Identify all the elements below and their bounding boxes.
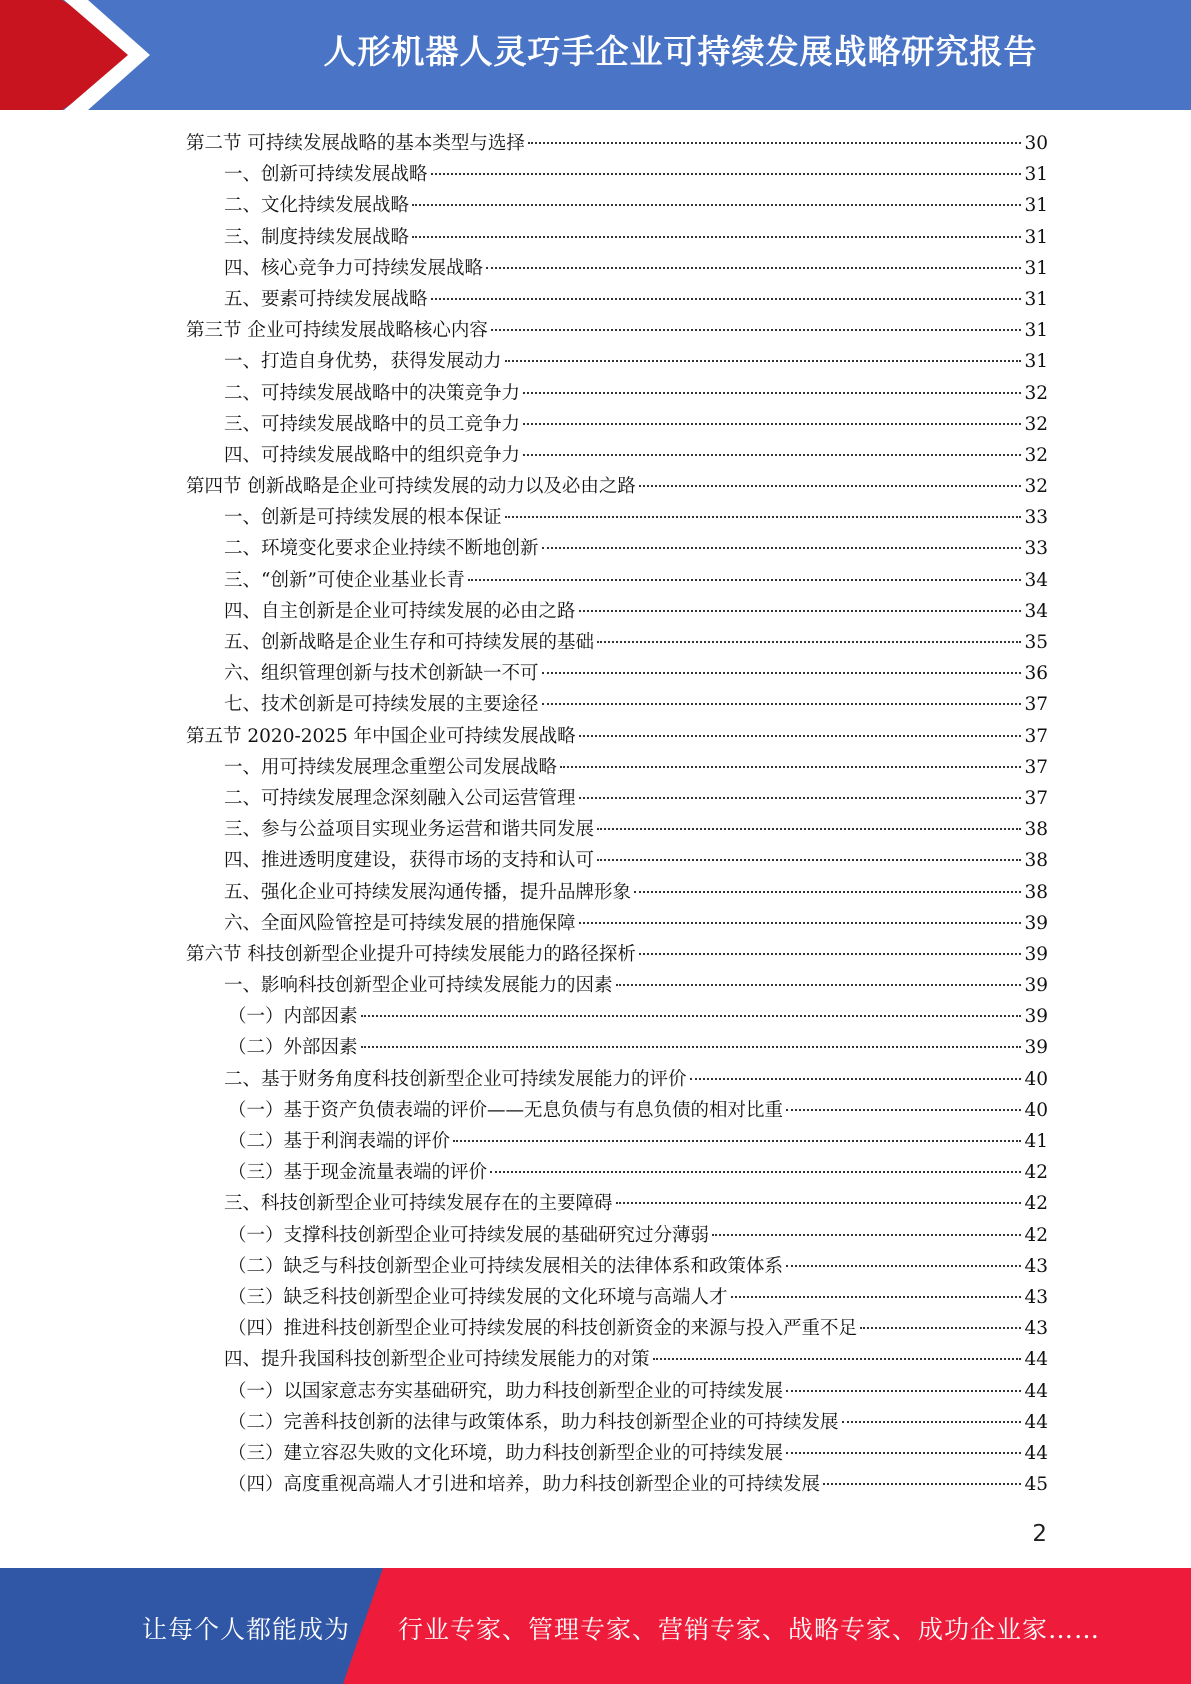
toc-entry[interactable] [186,253,1048,284]
toc-dot-leader [523,423,1021,425]
toc-dot-leader [523,392,1021,394]
toc-entry[interactable] [186,1344,1048,1375]
toc-entry[interactable] [186,190,1048,221]
toc-dot-leader [523,454,1021,456]
report-title: 人形机器人灵巧手企业可持续发展战略研究报告 [323,32,1038,71]
toc-dot-leader [579,797,1022,799]
toc-dot-leader [431,298,1022,300]
toc-entry-page: 39 [1024,912,1048,934]
toc-dot-leader [361,1015,1022,1017]
toc-entry[interactable] [186,409,1048,440]
toc-entry-title: （二）基于利润表端的评价 [228,1131,451,1152]
toc-dot-leader [690,1078,1022,1080]
toc-entry-title: 二、环境变化要求企业持续不断地创新 [224,538,539,560]
toc-entry[interactable] [186,1407,1048,1438]
toc-entry[interactable] [186,814,1048,845]
toc-entry-title: 二、文化持续发展战略 [224,195,410,217]
toc-entry-title: 二、可持续发展理念深刻融入公司运营管理 [224,787,576,809]
toc-entry-page: 37 [1024,787,1048,809]
toc-entry-page: 43 [1024,1318,1048,1340]
toc-entry-page: 37 [1024,694,1048,716]
toc-dot-leader [653,1358,1022,1360]
toc-entry[interactable] [186,752,1048,783]
toc-entry[interactable] [186,378,1048,409]
toc-entry[interactable] [186,533,1048,564]
toc-entry-page: 38 [1024,819,1048,841]
footer-slogan-left: 让每个人都能成为 [142,1615,351,1644]
toc-entry[interactable] [186,939,1048,970]
toc-entry-title: 三、制度持续发展战略 [224,226,410,248]
toc-dot-leader [431,173,1022,175]
toc-entry[interactable] [186,877,1048,908]
toc-dot-leader [823,1483,1021,1485]
toc-entry-title: 四、可持续发展战略中的组织竞争力 [224,444,521,466]
toc-entry-page: 32 [1024,413,1048,435]
toc-entry-page: 42 [1024,1162,1048,1184]
toc-dot-leader [597,859,1021,861]
toc-entry-page: 32 [1024,476,1048,498]
toc-dot-leader [486,267,1021,269]
toc-entry-title: 四、提升我国科技创新型企业可持续发展能力的对策 [224,1349,650,1371]
toc-entry-title: 五、创新战略是企业生存和可持续发展的基础 [224,632,595,653]
toc-entry-title: 第四节 创新战略是企业可持续发展的动力以及必由之路 [186,476,636,498]
toc-entry[interactable] [186,315,1048,346]
toc-entry-title: 一、创新是可持续发展的根本保证 [224,507,502,529]
toc-entry-title: （二）外部因素 [228,1037,358,1059]
toc-entry[interactable] [186,284,1048,315]
toc-entry[interactable] [186,721,1048,752]
toc-dot-leader [542,703,1022,705]
footer-slogan-right: 行业专家、管理专家、营销专家、战略专家、成功企业家…… [398,1615,1101,1644]
toc-entry-page: 42 [1024,1224,1048,1246]
toc-entry[interactable] [186,471,1048,502]
toc-entry-title: 三、可持续发展战略中的员工竞争力 [224,413,521,435]
header-red-chevron [0,0,150,110]
toc-entry[interactable] [186,440,1048,471]
toc-entry-title: 二、可持续发展战略中的决策竞争力 [224,382,521,404]
toc-dot-leader [412,236,1021,238]
toc-entry[interactable] [186,1251,1048,1282]
toc-dot-leader [786,1109,1021,1111]
toc-dot-leader [579,922,1022,924]
toc-entry-title: 三、科技创新型企业可持续发展存在的主要障碍 [224,1193,613,1215]
toc-entry-page: 31 [1024,257,1048,279]
toc-entry-page: 39 [1024,1037,1048,1059]
toc-entry-page: 40 [1024,1068,1048,1090]
toc-entry-page: 38 [1024,881,1048,903]
toc-entry-title: （一）基于资产负债表端的评价——无息负债与有息负债的相对比重 [228,1099,784,1121]
toc-dot-leader [786,1265,1021,1267]
page-footer [0,1568,1191,1684]
toc-entry-page: 32 [1024,444,1048,466]
toc-dot-leader [579,610,1022,612]
toc-entry[interactable] [186,128,1048,159]
toc-dot-leader [560,766,1021,768]
toc-dot-leader [639,953,1022,955]
toc-dot-leader [786,1390,1021,1392]
toc-entry-page: 40 [1024,1099,1048,1121]
toc-dot-leader [528,142,1022,144]
page-header [0,0,1191,110]
toc-dot-leader [634,891,1021,893]
toc-entry[interactable] [186,1032,1048,1063]
toc-dot-leader [860,1327,1021,1329]
toc-dot-leader [542,547,1022,549]
toc-entry-title: 第五节 2020-2025 年中国企业可持续发展战略 [186,725,576,747]
toc-entry[interactable] [186,502,1048,533]
toc-entry-title: （四）推进科技创新型企业可持续发展的科技创新资金的来源与投入严重不足 [228,1318,858,1340]
toc-entry[interactable] [186,1126,1048,1157]
toc-entry-page: 39 [1024,1006,1048,1028]
toc-entry[interactable] [186,783,1048,814]
toc-entry[interactable] [186,1438,1048,1469]
toc-dot-leader [453,1140,1021,1142]
toc-entry-page: 35 [1024,632,1048,653]
toc-entry-title: （一）内部因素 [228,1006,358,1028]
toc-entry[interactable] [186,627,1048,658]
toc-entry-title: 第六节 科技创新型企业提升可持续发展能力的路径探析 [186,943,636,965]
toc-entry[interactable] [186,1064,1048,1095]
toc-entry-title: 三、“创新”可使企业基业长青 [224,569,465,591]
toc-entry-title: 三、参与公益项目实现业务运营和谐共同发展 [224,819,595,841]
toc-dot-leader [468,579,1022,581]
toc-entry[interactable] [186,1001,1048,1032]
toc-entry-title: 四、自主创新是企业可持续发展的必由之路 [224,600,576,622]
toc-entry-page: 34 [1024,600,1048,622]
toc-entry-page: 30 [1024,133,1048,154]
toc-dot-leader [597,641,1021,643]
toc-dot-leader [579,735,1022,737]
toc-entry-title: （一）支撑科技创新型企业可持续发展的基础研究过分薄弱 [228,1224,710,1246]
toc-entry[interactable] [186,565,1048,596]
toc-entry-page: 44 [1024,1349,1048,1371]
toc-entry-page: 33 [1024,538,1048,560]
toc-entry[interactable] [186,845,1048,876]
toc-entry-page: 31 [1024,288,1048,310]
toc-entry[interactable] [186,1376,1048,1407]
toc-entry-title: 第二节 可持续发展战略的基本类型与选择 [186,133,525,154]
toc-dot-leader [412,204,1021,206]
toc-entry-title: 六、组织管理创新与技术创新缺一不可 [224,663,539,685]
toc-entry-title: 第三节 企业可持续发展战略核心内容 [186,320,488,342]
toc-dot-leader [616,984,1022,986]
toc-entry-title: 五、强化企业可持续发展沟通传播，提升品牌形象 [224,881,632,903]
toc-entry-title: 四、核心竞争力可持续发展战略 [224,257,484,279]
toc-entry-title: （二）完善科技创新的法律与政策体系，助力科技创新型企业的可持续发展 [228,1411,839,1433]
toc-entry-title: （一）以国家意志夯实基础研究，助力科技创新型企业的可持续发展 [228,1380,784,1402]
toc-entry-title: 二、基于财务角度科技创新型企业可持续发展能力的评价 [224,1068,687,1090]
toc-dot-leader [639,485,1022,487]
toc-entry-title: 四、推进透明度建设，获得市场的支持和认可 [224,850,595,872]
toc-entry[interactable] [186,159,1048,190]
toc-dot-leader [490,1171,1021,1173]
toc-entry-title: （三）基于现金流量表端的评价 [228,1162,488,1184]
toc-entry[interactable] [186,1157,1048,1188]
toc-entry-title: 一、创新可持续发展战略 [224,164,428,186]
table-of-contents [186,128,1048,1500]
toc-entry-page: 44 [1024,1380,1048,1402]
toc-dot-leader [505,516,1022,518]
toc-entry-title: 六、全面风险管控是可持续发展的措施保障 [224,912,576,934]
toc-entry-page: 43 [1024,1255,1048,1277]
toc-entry[interactable] [186,1282,1048,1313]
toc-dot-leader [361,1046,1022,1048]
toc-dot-leader [842,1421,1022,1423]
toc-entry-page: 31 [1024,351,1048,373]
toc-dot-leader [616,1202,1022,1204]
toc-entry-title: 一、用可持续发展理念重塑公司发展战略 [224,756,558,778]
toc-entry-page: 42 [1024,1193,1048,1215]
toc-entry[interactable] [186,222,1048,253]
toc-entry[interactable] [186,1220,1048,1251]
toc-dot-leader [786,1452,1021,1454]
toc-entry-page: 44 [1024,1442,1048,1464]
toc-dot-leader [597,828,1021,830]
toc-entry-page: 34 [1024,569,1048,591]
toc-dot-leader [505,360,1022,362]
toc-dot-leader [731,1296,1022,1298]
toc-entry[interactable] [186,908,1048,939]
toc-entry-title: 一、打造自身优势，获得发展动力 [224,351,502,373]
toc-entry-page: 44 [1024,1411,1048,1433]
toc-entry[interactable] [186,1188,1048,1219]
toc-entry-page: 33 [1024,507,1048,529]
toc-entry-page: 39 [1024,975,1048,997]
toc-entry[interactable] [186,596,1048,627]
toc-entry[interactable] [186,689,1048,720]
toc-entry-page: 31 [1024,226,1048,248]
toc-entry-page: 32 [1024,382,1048,404]
toc-entry[interactable] [186,1095,1048,1126]
toc-entry-page: 31 [1024,164,1048,186]
toc-entry-page: 37 [1024,756,1048,778]
toc-entry-title: 五、要素可持续发展战略 [224,288,428,310]
toc-entry[interactable] [186,1313,1048,1344]
toc-entry-title: （二）缺乏与科技创新型企业可持续发展相关的法律体系和政策体系 [228,1255,784,1277]
toc-entry-page: 41 [1024,1131,1048,1152]
toc-dot-leader [542,672,1022,674]
toc-dot-leader [491,329,1022,331]
toc-entry[interactable] [186,970,1048,1001]
toc-entry[interactable] [186,658,1048,689]
toc-entry-title: （四）高度重视高端人才引进和培养，助力科技创新型企业的可持续发展 [228,1474,821,1496]
toc-entry-page: 31 [1024,320,1048,342]
toc-entry-title: 七、技术创新是可持续发展的主要途径 [224,694,539,716]
toc-dot-leader [712,1234,1021,1236]
toc-entry-page: 31 [1024,195,1048,217]
toc-entry-title: （三）建立容忍失败的文化环境，助力科技创新型企业的可持续发展 [228,1442,784,1464]
page-number: 2 [1032,1521,1047,1547]
toc-entry[interactable] [186,1469,1048,1500]
toc-entry-page: 36 [1024,663,1048,685]
toc-entry-page: 39 [1024,943,1048,965]
toc-entry-title: 一、影响科技创新型企业可持续发展能力的因素 [224,975,613,997]
toc-entry-page: 43 [1024,1286,1048,1308]
toc-entry[interactable] [186,346,1048,377]
toc-entry-page: 45 [1024,1474,1048,1496]
toc-entry-title: （三）缺乏科技创新型企业可持续发展的文化环境与高端人才 [228,1286,728,1308]
toc-entry-page: 38 [1024,850,1048,872]
toc-entry-page: 37 [1024,725,1048,747]
